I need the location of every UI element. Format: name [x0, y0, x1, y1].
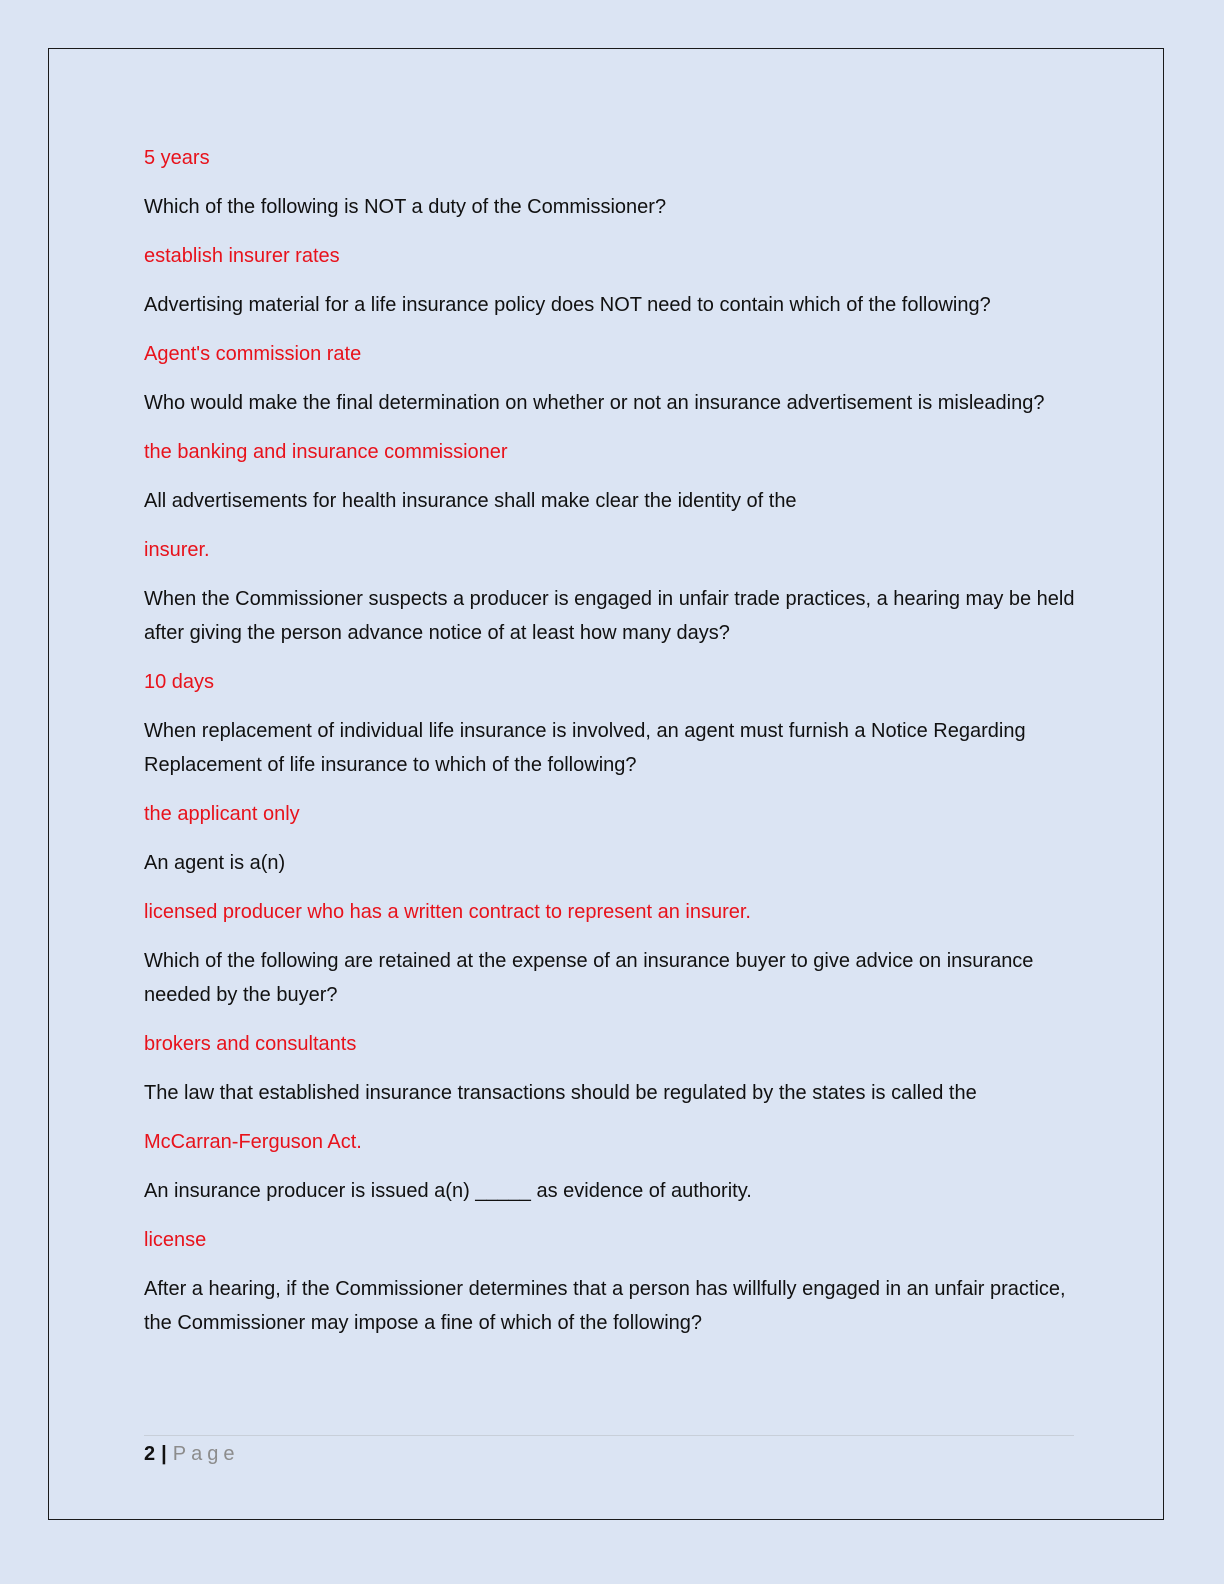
question-text: The law that established insurance transactions should be regulated by the states is called the [144, 1082, 977, 1104]
answer-text: license [144, 1229, 207, 1251]
page-footer [144, 1439, 239, 1469]
question-text: When the Commissioner suspects a producer is engaged in unfair trade practices, a hearing may be held after giving the person advance notice of at least how many days? [144, 588, 1075, 644]
question-text: Advertising material for a life insurance policy does NOT need to contain which of the following? [144, 294, 991, 316]
question-text: Which of the following is NOT a duty of the Commissioner? [144, 196, 667, 218]
answer-text: brokers and consultants [144, 1033, 357, 1055]
answer-text: establish insurer rates [144, 245, 340, 267]
footer-divider [144, 1435, 1074, 1436]
question-text: After a hearing, if the Commissioner determines that a person has willfully engaged in an unfair practice, the Commissioner may impose a fine of which of the following? [144, 1278, 1066, 1334]
question-text: An insurance producer is issued a(n) _____ as evidence of authority. [144, 1180, 752, 1202]
answer-text: Agent's commission rate [144, 343, 362, 365]
question-text: Who would make the final determination on whether or not an insurance advertisement is misleading? [144, 392, 1045, 414]
answer-text: 5 years [144, 147, 210, 169]
question-text: All advertisements for health insurance shall make clear the identity of the [144, 490, 797, 512]
answer-text: the banking and insurance commissioner [144, 441, 508, 463]
answer-text: licensed producer who has a written contract to represent an insurer. [144, 901, 751, 923]
footer-separator: | [161, 1443, 167, 1465]
question-text: Which of the following are retained at the expense of an insurance buyer to give advice on insurance needed by the buyer? [144, 950, 1034, 1006]
answer-text: the applicant only [144, 803, 300, 825]
answer-text: McCarran-Ferguson Act. [144, 1131, 362, 1153]
answer-text: 10 days [144, 671, 215, 693]
document-body [144, 141, 1079, 1355]
answer-text: insurer. [144, 539, 210, 561]
page-number: 2 [144, 1443, 156, 1465]
page-label: Page [172, 1443, 240, 1465]
question-text: When replacement of individual life insurance is involved, an agent must furnish a Notice Regarding Replacement of life insurance to which of the following? [144, 720, 1026, 776]
document-page [48, 48, 1164, 1520]
question-text: An agent is a(n) [144, 852, 286, 874]
